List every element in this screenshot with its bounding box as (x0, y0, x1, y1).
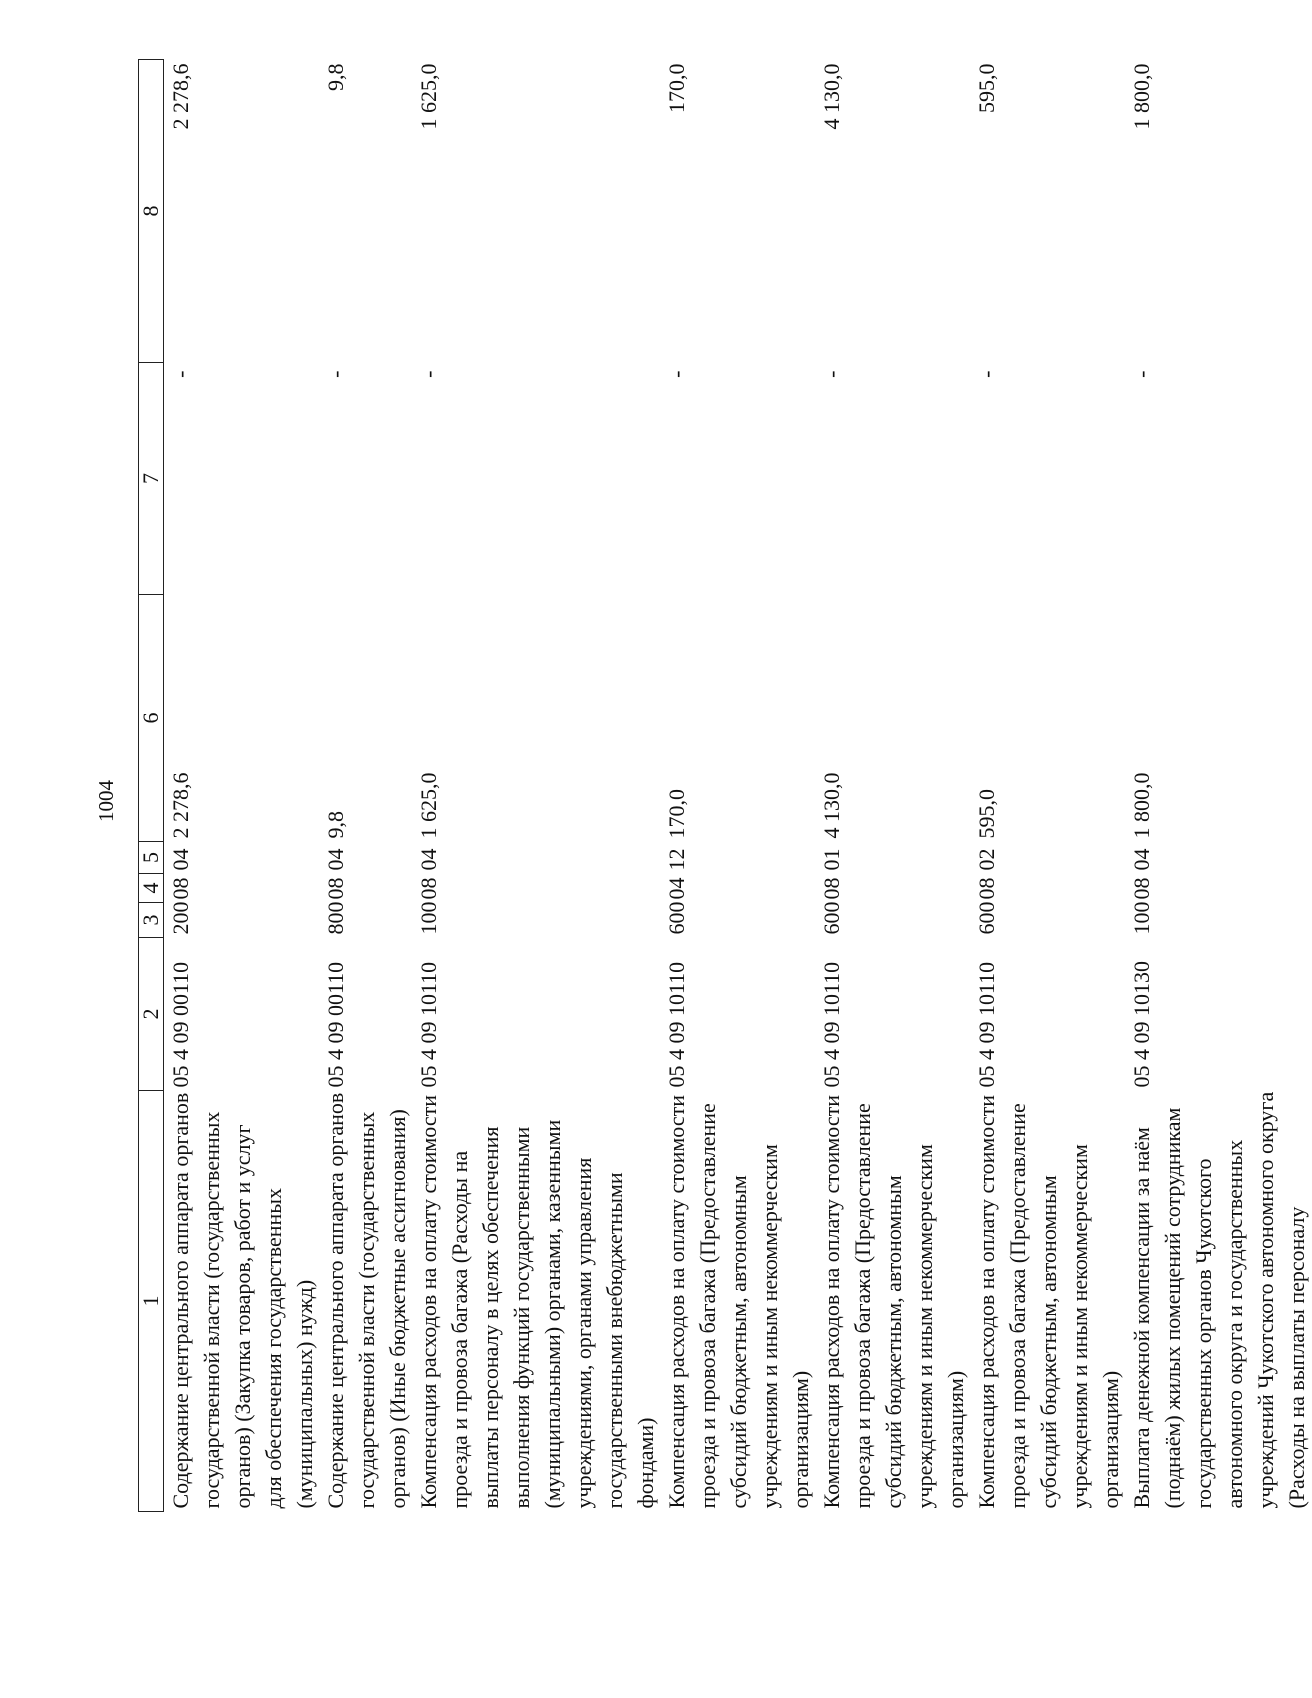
row-code: 05 4 09 10110 (664, 961, 689, 1088)
row-code: 05 4 09 10130 (1129, 961, 1154, 1088)
table-row (1126, 60, 1312, 1512)
row-col-7: - (974, 370, 999, 378)
table-row (971, 60, 1126, 1512)
row-col-7: - (323, 370, 348, 378)
row-code: 05 4 09 10110 (974, 961, 999, 1088)
row-col-5: 04 (1129, 848, 1154, 871)
row-col-6: 595,0 (974, 789, 999, 839)
row-col-4: 08 (974, 877, 999, 900)
row-col-4: 04 (664, 877, 689, 900)
table-row (816, 60, 971, 1512)
row-col-8: 2 278,6 (168, 63, 193, 130)
row-description: Компенсация расходов на оплату стоимости проезда и провоза багажа (Предоставление субсидий бюджетным, автономным учреждениям и иным некоммерческим организациям) (819, 1095, 968, 1509)
header-col-8: 8 (139, 60, 164, 363)
row-col-7: - (416, 370, 441, 378)
row-description: Компенсация расходов на оплату стоимости проезда и провоза багажа (Предоставление субсидий бюджетным, автономным учреждениям и иным некоммерческим организациям) (974, 1095, 1123, 1509)
row-col-3: 100 (1129, 901, 1154, 935)
row-col-3: 200 (168, 901, 193, 935)
row-col-3: 800 (323, 901, 348, 935)
row-col-3: 600 (974, 901, 999, 935)
row-col-3: 600 (819, 901, 844, 935)
row-code: 05 4 09 10110 (819, 961, 844, 1088)
row-col-5: 02 (974, 848, 999, 871)
table-row (164, 60, 321, 1512)
row-col-7: - (819, 370, 844, 378)
row-description: Компенсация расходов на оплату стоимости проезда и провоза багажа (Расходы на выплаты персоналу в целях обеспечения выполнения функций государственными (муниципальными) органами, казенными учреждениями, органами управления государственными внебюджетными фондами) (416, 1095, 658, 1509)
row-col-8: 595,0 (974, 63, 999, 113)
rotated-table-container (138, 60, 1309, 1512)
header-col-3: 3 (139, 903, 164, 938)
row-col-7: - (664, 370, 689, 378)
row-description: Выплата денежной компенсации за наём (поднаём) жилых помещений сотрудникам государственных органов Чукотского автономного округа и государственных учреждений Чукотского автономного округа (Расходы на выплаты персоналу (1129, 1091, 1309, 1509)
row-col-6: 9,8 (323, 811, 348, 839)
header-col-6: 6 (139, 595, 164, 842)
page-number: 1004 (94, 780, 118, 822)
row-code: 05 4 09 10110 (416, 961, 441, 1088)
row-col-4: 08 (1129, 877, 1154, 900)
row-col-8: 170,0 (664, 63, 689, 113)
row-col-5: 12 (664, 848, 689, 871)
row-col-7: - (1129, 370, 1154, 378)
header-col-4: 4 (139, 874, 164, 903)
table-row (661, 60, 816, 1512)
row-col-4: 08 (819, 877, 844, 900)
table-header-row (139, 60, 164, 1512)
row-col-5: 04 (323, 848, 348, 871)
header-col-7: 7 (139, 363, 164, 595)
header-col-1: 1 (139, 1091, 164, 1512)
row-description: Содержание центрального аппарата органов государственной власти (государственных органов) (Закупка товаров, работ и услуг для обеспечения государственных (муниципальных) нужд) (168, 1092, 317, 1509)
row-col-8: 9,8 (323, 63, 348, 91)
row-description: Содержание центрального аппарата органов государственной власти (государственных органов) (Иные бюджетные ассигнования) (323, 1092, 410, 1509)
row-col-6: 170,0 (664, 789, 689, 839)
row-code: 05 4 09 00110 (168, 961, 193, 1088)
row-col-7: - (168, 370, 193, 378)
row-code: 05 4 09 00110 (323, 961, 348, 1088)
row-col-4: 08 (323, 877, 348, 900)
row-col-4: 08 (168, 877, 193, 900)
header-col-5: 5 (139, 842, 164, 874)
row-col-8: 1 800,0 (1129, 63, 1154, 130)
row-description: Компенсация расходов на оплату стоимости проезда и провоза багажа (Предоставление субсидий бюджетным, автономным учреждениям и иным некоммерческим организациям) (664, 1095, 813, 1509)
budget-table (138, 59, 1312, 1512)
row-col-6: 2 278,6 (168, 772, 193, 839)
row-col-3: 600 (664, 901, 689, 935)
table-row (413, 60, 661, 1512)
row-col-3: 100 (416, 901, 441, 935)
header-col-2: 2 (139, 938, 164, 1091)
row-col-5: 01 (819, 848, 844, 871)
row-col-6: 1 800,0 (1129, 772, 1154, 839)
row-col-4: 08 (416, 877, 441, 900)
row-col-6: 1 625,0 (416, 772, 441, 839)
table-row (320, 60, 413, 1512)
row-col-5: 04 (168, 848, 193, 871)
row-col-6: 4 130,0 (819, 772, 844, 839)
row-col-8: 4 130,0 (819, 63, 844, 130)
row-col-5: 04 (416, 848, 441, 871)
row-col-8: 1 625,0 (416, 63, 441, 130)
